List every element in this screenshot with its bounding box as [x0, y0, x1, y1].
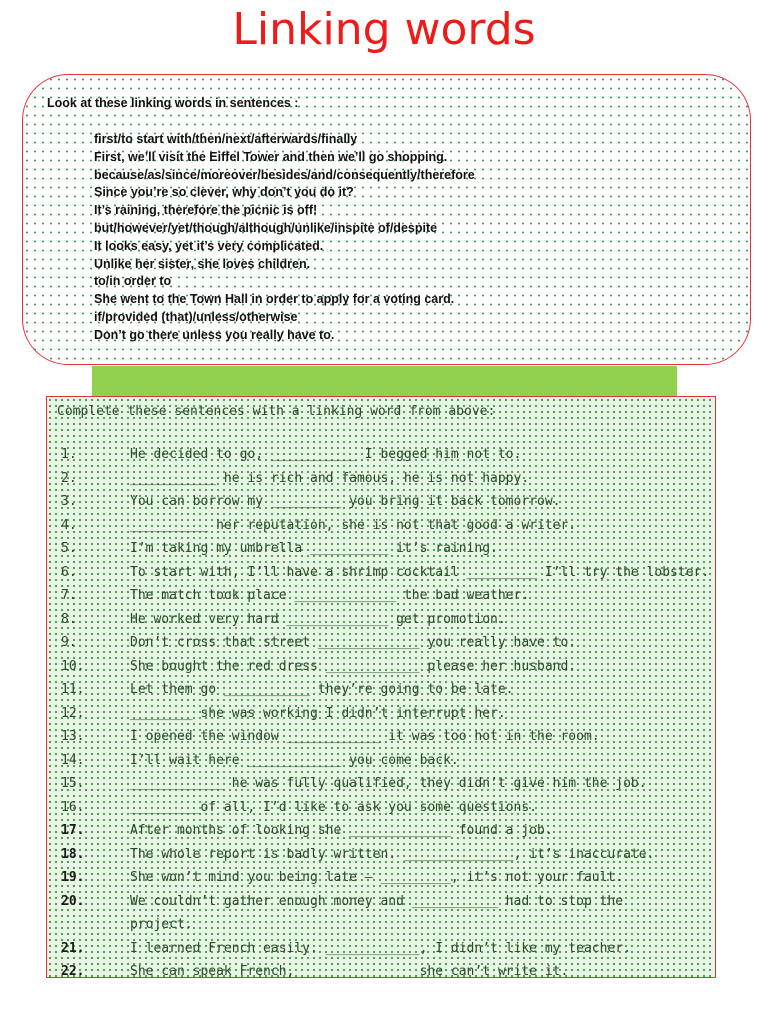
exercise-number: 20.	[61, 893, 85, 909]
exercise-sentence: I’m taking my umbrella __________ it’s raining.	[130, 541, 498, 556]
exercise-instruction: Complete these sentences with a linking word from above:	[57, 404, 496, 419]
example-line: It’s raining, therefore the picnic is off!	[94, 203, 318, 218]
examples-list	[94, 131, 475, 345]
exercise-sentence: Don’t cross that street _____________ you really have to.	[130, 635, 577, 650]
exercise-sentence: She won’t mind you being late – _________, it’s not your fault.	[130, 870, 624, 885]
exercise-sentence: Let them go ___________ they’re going to be late.	[130, 682, 514, 697]
example-line: Since you’re so clever, why don’t you do it?	[94, 185, 354, 200]
exercise-number: 10.	[61, 658, 85, 674]
exercise-number: 6.	[61, 564, 77, 580]
exercise-sentence: The match took place _____________ the bad weather.	[130, 588, 530, 603]
exercise-sentence-continuation: project.	[130, 916, 193, 932]
exercise-number: 13.	[61, 729, 85, 744]
exercise-sentence: She bought the red dress ____________ please her husband.	[130, 658, 577, 674]
example-line: but/however/yet/though/although/unlike/inspite of/despite	[94, 220, 438, 235]
exercise-number: 7.	[61, 588, 77, 603]
exercise-sentence: ____________ he was fully qualified, they didn’t give him the job.	[130, 776, 647, 791]
example-line: first/to start with/then/next/afterwards/finally	[94, 132, 358, 146]
exercise-number: 19.	[61, 870, 85, 885]
exercise-sentence: The whole report is badly written. ______________, it’s inaccurate.	[130, 846, 655, 862]
exercise-number: 22.	[61, 964, 85, 978]
exercise-sentence: He decided to go, ___________ I begged him not to.	[130, 447, 522, 462]
exercise-number: 1.	[61, 447, 77, 462]
exercise-sentence: To start with, I’ll have a shrimp cocktail _________ I’ll try the lobster.	[130, 564, 710, 580]
exercise-number: 12.	[61, 705, 85, 721]
exercise-number: 15.	[61, 776, 85, 791]
exercise-number: 17.	[61, 823, 85, 838]
exercise-sentence: I’ll wait here ____________ you come back.	[130, 752, 459, 768]
exercise-sentence: ________ she was working I didn’t interrupt her.	[130, 705, 506, 721]
exercise-number: 9.	[61, 635, 77, 650]
example-line: Don’t go there unless you really have to.	[94, 327, 335, 342]
exercise-sentence: After months of looking she _____________ found a job.	[130, 823, 553, 838]
exercise-sentence: __________ her reputation, she is not that good a writer.	[130, 517, 577, 533]
divider-bar	[92, 366, 677, 396]
example-line: because/as/since/moreover/besides/and/consequently/therefore	[94, 167, 475, 182]
exercise-number: 8.	[61, 611, 77, 627]
example-line: if/provided (that)/unless/otherwise	[94, 309, 298, 324]
exercise-sentence: ___________ he is rich and famous, he is not happy.	[130, 470, 530, 486]
exercise-number: 5.	[61, 541, 77, 556]
example-line: She went to the Town Hall in order to apply for a voting card.	[94, 292, 455, 307]
exercise-sentence: _________of all, I’d like to ask you some questions.	[130, 799, 537, 815]
exercise-number: 14.	[61, 752, 85, 768]
exercise-number: 4.	[61, 517, 77, 533]
exercise-number: 21.	[61, 940, 85, 956]
exercise-sentence: I learned French easily. ____________, I didn’t like my teacher.	[130, 940, 631, 956]
examples-box	[22, 74, 751, 365]
exercise-number: 16.	[61, 799, 85, 815]
page-title: Linking words	[232, 4, 536, 55]
exercise-number: 2.	[61, 470, 77, 486]
exercise-number: 11.	[61, 682, 85, 697]
example-line: It looks easy, yet it’s very complicated.	[94, 238, 324, 253]
examples-intro: Look at these linking words in sentences :	[47, 96, 299, 110]
exercise-sentence: We couldn’t gather enough money and ___________ had to stop the	[130, 893, 624, 909]
exercise-number: 3.	[61, 494, 77, 509]
exercise-number: 18.	[61, 846, 85, 862]
example-line: Unlike her sister, she loves children.	[94, 256, 311, 271]
exercise-sentence: She can speak French, ______________ she can’t write it.	[130, 964, 569, 978]
exercise-box	[46, 396, 716, 978]
exercise-sentence: You can borrow my _________ you bring it back tomorrow.	[130, 494, 561, 509]
example-line: First, we’ll visit the Eiffel Tower and then we’ll go shopping.	[94, 149, 448, 164]
example-line: to/in order to	[94, 274, 172, 289]
exercise-sentence: I opened the window ____________ it was too hot in the room.	[130, 729, 600, 744]
exercise-sentence: He worked very hard _____________ get promotion.	[130, 611, 506, 627]
